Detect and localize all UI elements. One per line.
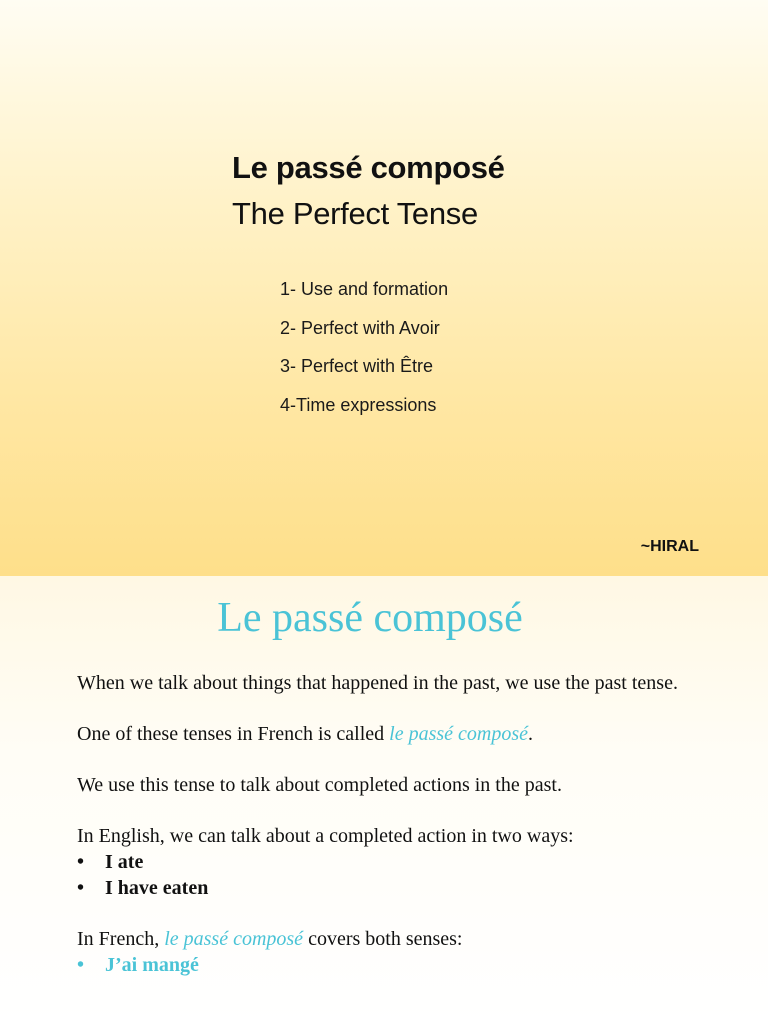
contents-item: 2- Perfect with Avoir <box>280 317 440 338</box>
paragraph-english-ways: In English, we can talk about a completed action in two ways: <box>77 825 574 847</box>
bullet-icon: • <box>77 877 85 899</box>
highlighted-term: le passé composé <box>389 723 528 745</box>
contents-item: 1- Use and formation <box>280 279 449 299</box>
text-segment: One of these tenses in French is called <box>77 723 390 745</box>
text-segment: In French, <box>77 928 165 950</box>
english-examples-list <box>77 849 717 901</box>
example-text: J’ai mangé <box>105 954 199 976</box>
slide-body <box>77 670 717 978</box>
content-slide <box>0 576 768 1024</box>
list-item <box>77 849 717 875</box>
french-examples-list <box>77 952 717 978</box>
paragraph-tense-name <box>77 721 717 747</box>
text-segment: . <box>528 723 533 745</box>
slide-subtitle: The Perfect Tense <box>232 196 478 231</box>
contents-item: 4-Time expressions <box>280 394 437 415</box>
highlighted-term: le passé composé <box>164 928 304 950</box>
list-item <box>77 875 717 901</box>
paragraph-past-tense: When we talk about things that happened in the past, we use the past tense. <box>77 672 678 694</box>
contents-item: 3- Perfect with Être <box>280 356 434 376</box>
slide-title: Le passé composé <box>217 595 523 641</box>
bullet-icon: • <box>77 851 85 873</box>
text-segment: covers both senses: <box>303 928 463 950</box>
example-text: I ate <box>105 851 144 873</box>
author-signature: ~HIRAL <box>640 538 699 555</box>
paragraph-usage: We use this tense to talk about completed actions in the past. <box>77 774 562 796</box>
contents-list <box>280 276 448 430</box>
bullet-icon: • <box>77 954 85 976</box>
slide-title: Le passé composé <box>232 150 505 185</box>
list-item <box>77 952 717 978</box>
paragraph-french-senses <box>77 926 717 952</box>
example-text: I have eaten <box>105 877 209 899</box>
